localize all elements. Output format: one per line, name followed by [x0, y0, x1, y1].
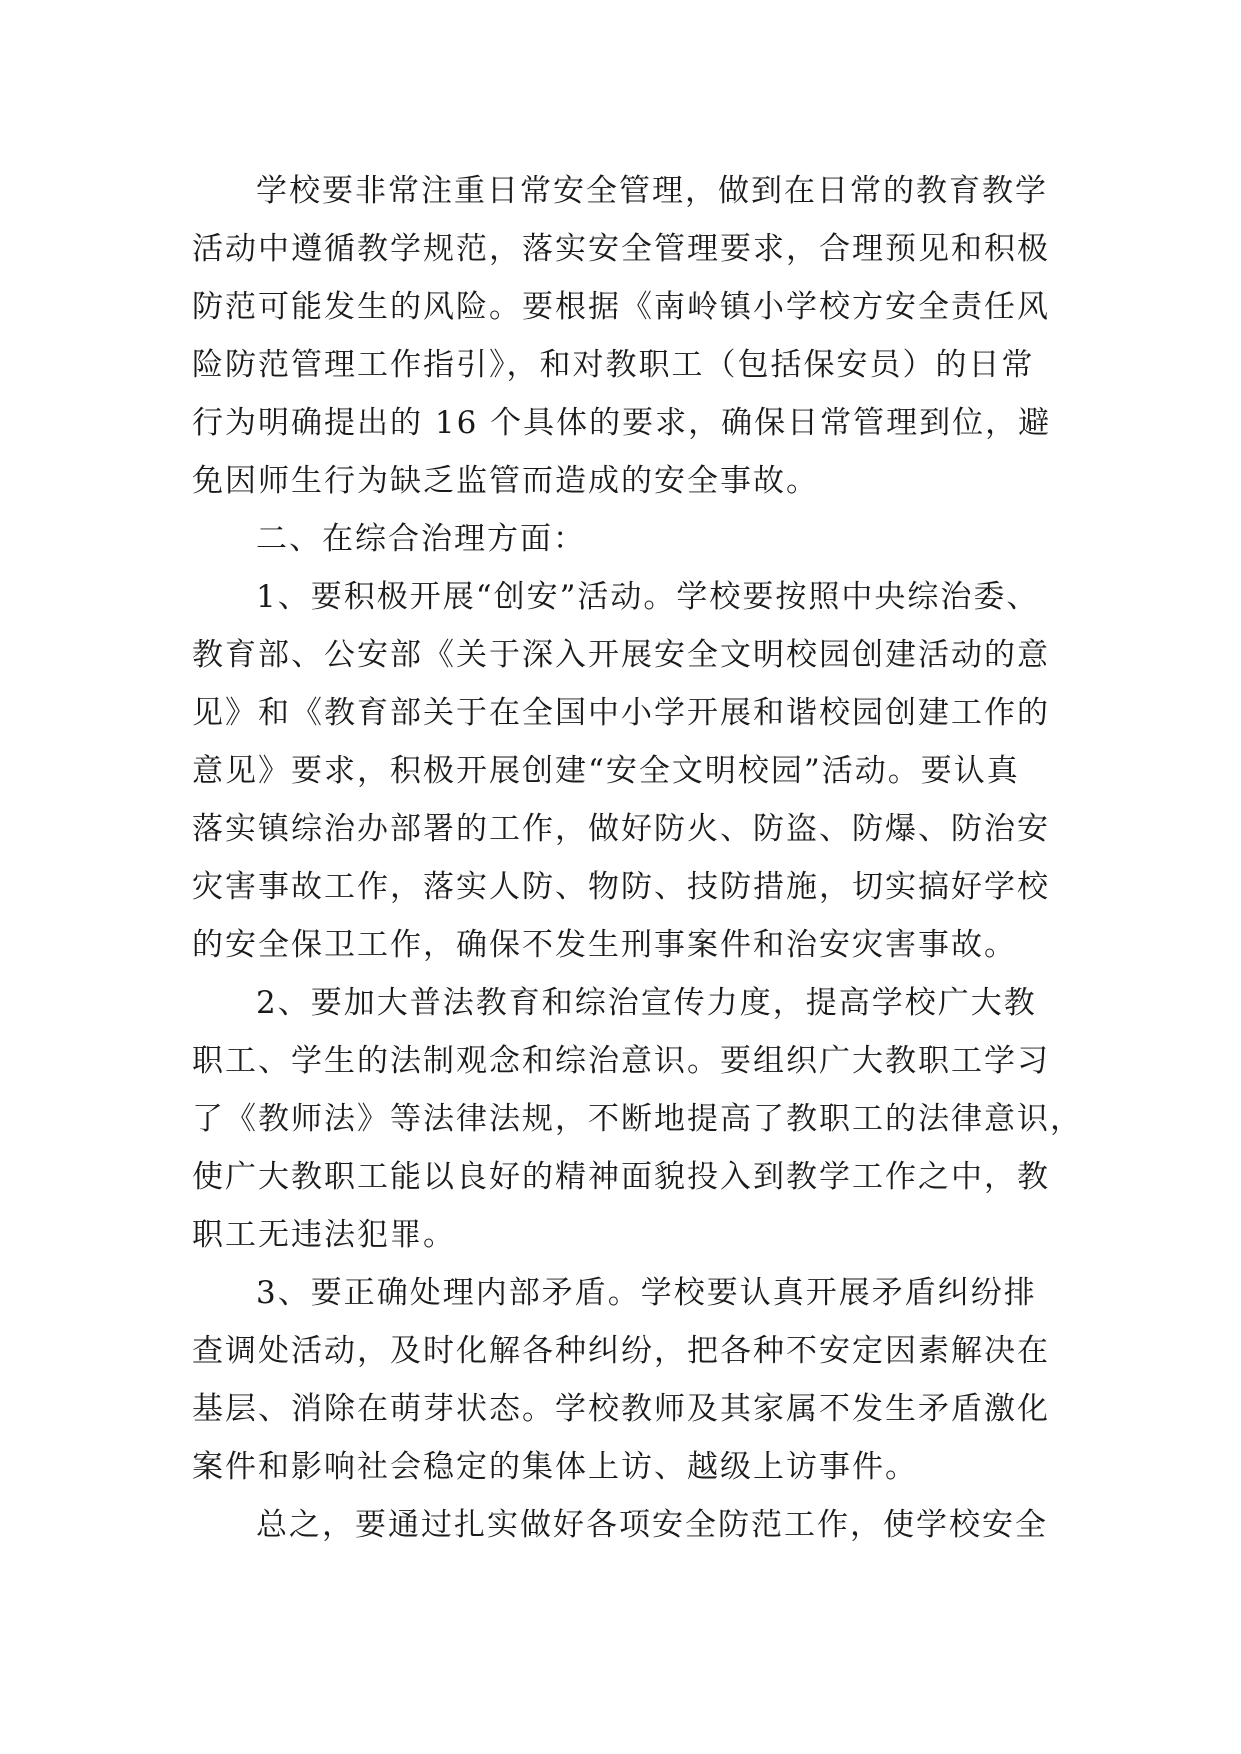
- text-line: 3、要正确处理内部矛盾。学校要认真开展矛盾纠纷排: [256, 1275, 1037, 1311]
- text-line: 落实镇综治办部署的工作，做好防火、防盗、防爆、防治安: [192, 811, 1050, 847]
- text-line: 职工、学生的法制观念和综治意识。要组织广大教职工学习: [192, 1043, 1050, 1079]
- text-line: 查调处活动，及时化解各种纠纷，把各种不安定因素解决在: [192, 1333, 1050, 1369]
- text-line: 的安全保卫工作，确保不发生刑事案件和治安灾害事故。: [192, 927, 1017, 963]
- text-line: 活动中遵循教学规范，落实安全管理要求，合理预见和积极: [192, 231, 1050, 267]
- text-line: 免因师生行为缺乏监管而造成的安全事故。: [192, 463, 819, 499]
- text-line: 灾害事故工作，落实人防、物防、技防措施，切实搞好学校: [192, 869, 1050, 905]
- text-line: 职工无违法犯罪。: [192, 1217, 456, 1253]
- text-line: 意见》要求，积极开展创建“安全文明校园”活动。要认真: [192, 753, 1020, 789]
- text-line: 见》和《教育部关于在全国中小学开展和谐校园创建工作的: [192, 695, 1050, 731]
- section-heading: 二、在综合治理方面：: [256, 521, 586, 557]
- text-line: 案件和影响社会稳定的集体上访、越级上访事件。: [192, 1449, 918, 1485]
- text-line: 学校要非常注重日常安全管理，做到在日常的教育教学: [256, 173, 1048, 209]
- text-line: 基层、消除在萌芽状态。学校教师及其家属不发生矛盾激化: [192, 1391, 1050, 1427]
- text-line: 1、要积极开展“创安”活动。学校要按照中央综治委、: [256, 579, 1040, 615]
- text-line: 行为明确提出的 16 个具体的要求，确保日常管理到位，避: [192, 405, 1052, 441]
- text-line: 2、要加大普法教育和综治宣传力度，提高学校广大教: [256, 985, 1037, 1021]
- text-line: 防范可能发生的风险。要根据《南岭镇小学校方安全责任风: [192, 289, 1050, 325]
- document-body: [192, 162, 1083, 1554]
- text-line: 使广大教职工能以良好的精神面貌投入到教学工作之中，教: [192, 1159, 1050, 1195]
- text-line: 总之，要通过扎实做好各项安全防范工作，使学校安全: [256, 1507, 1048, 1543]
- text-line: 了《教师法》等法律法规，不断地提高了教职工的法律意识，: [192, 1101, 1083, 1137]
- text-line: 教育部、公安部《关于深入开展安全文明校园创建活动的意: [192, 637, 1050, 673]
- text-line: 险防范管理工作指引》，和对教职工（包括保安员）的日常: [192, 347, 1035, 383]
